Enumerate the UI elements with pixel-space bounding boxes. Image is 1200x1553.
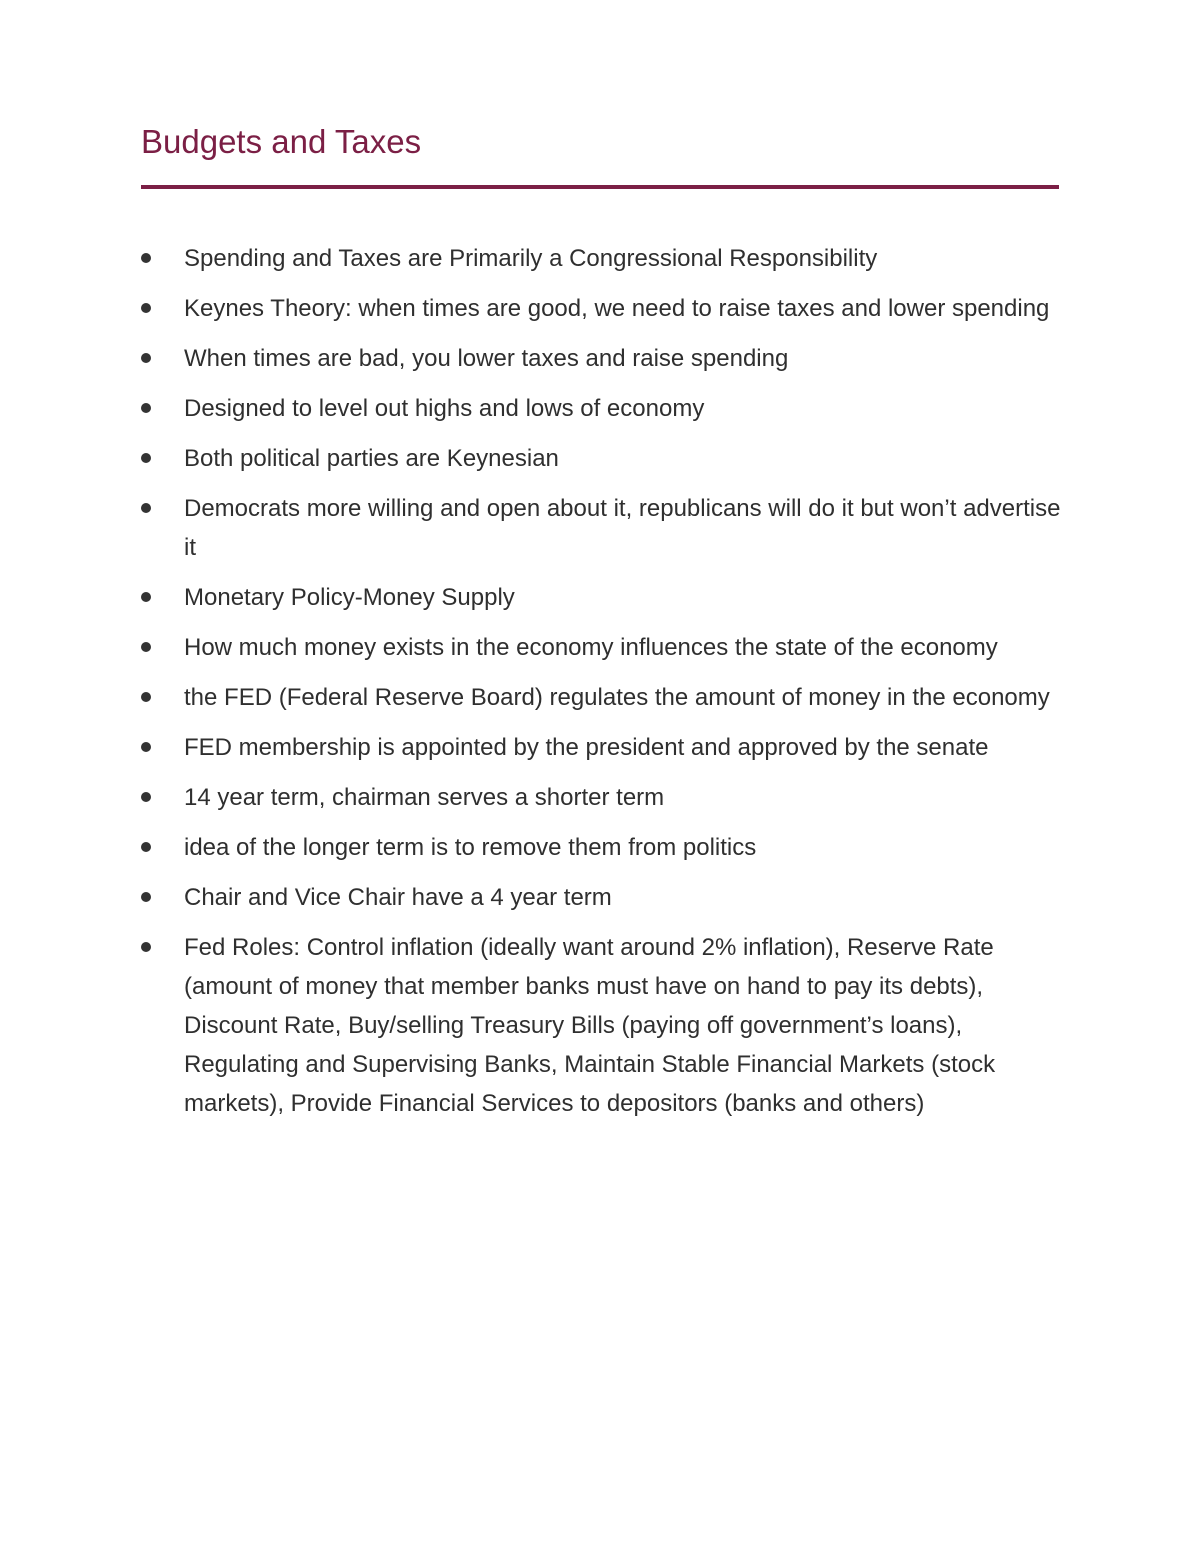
- bullet-text: Democrats more willing and open about it, republicans will do it but won’t advertise it: [184, 495, 1061, 561]
- bullet-icon: [141, 792, 151, 802]
- bullet-icon: [141, 353, 151, 363]
- bullet-icon: [141, 503, 151, 513]
- bullet-icon: [141, 892, 151, 902]
- bullet-icon: [141, 692, 151, 702]
- list-item: [141, 339, 1066, 378]
- list-item: [141, 489, 1066, 567]
- bullet-icon: [141, 642, 151, 652]
- bullet-text: Fed Roles: Control inflation (ideally want around 2% inflation), Reserve Rate (amount of money that member banks must have on hand to pay its debts), Discount Rate, Buy/selling Treasury Bills (paying off government’s loans), Regulating and Supervising Banks, Maintain Stable Financial Markets (stock markets), Provide Financial Services to depositors (banks and others): [184, 934, 996, 1117]
- bullet-text: idea of the longer term is to remove them from politics: [184, 834, 757, 861]
- bullet-text: 14 year term, chairman serves a shorter term: [184, 784, 665, 811]
- bullet-icon: [141, 842, 151, 852]
- bullet-text: Designed to level out highs and lows of economy: [184, 395, 705, 422]
- bullet-icon: [141, 742, 151, 752]
- bullet-icon: [141, 453, 151, 463]
- bullet-icon: [141, 942, 151, 952]
- bullet-list: [141, 239, 1066, 1134]
- bullet-text: FED membership is appointed by the president and approved by the senate: [184, 734, 989, 761]
- page-title: Budgets and Taxes: [141, 123, 422, 160]
- bullet-icon: [141, 592, 151, 602]
- bullet-text: Both political parties are Keynesian: [184, 445, 559, 472]
- list-item: [141, 628, 1066, 667]
- bullet-icon: [141, 403, 151, 413]
- list-item: [141, 778, 1066, 817]
- list-item: [141, 928, 1066, 1123]
- list-item: [141, 828, 1066, 867]
- title-divider: [141, 185, 1059, 189]
- list-item: [141, 239, 1066, 278]
- bullet-text: Monetary Policy-Money Supply: [184, 584, 515, 611]
- list-item: [141, 678, 1066, 717]
- bullet-text: the FED (Federal Reserve Board) regulates the amount of money in the economy: [184, 684, 1050, 711]
- list-item: [141, 389, 1066, 428]
- list-item: [141, 289, 1066, 328]
- bullet-icon: [141, 303, 151, 313]
- bullet-icon: [141, 253, 151, 263]
- list-item: [141, 578, 1066, 617]
- list-item: [141, 439, 1066, 478]
- bullet-text: When times are bad, you lower taxes and raise spending: [184, 345, 789, 372]
- bullet-text: Keynes Theory: when times are good, we need to raise taxes and lower spending: [184, 295, 1050, 322]
- list-item: [141, 878, 1066, 917]
- bullet-text: Chair and Vice Chair have a 4 year term: [184, 884, 612, 911]
- bullet-text: Spending and Taxes are Primarily a Congressional Responsibility: [184, 245, 878, 272]
- list-item: [141, 728, 1066, 767]
- bullet-text: How much money exists in the economy influences the state of the economy: [184, 634, 998, 661]
